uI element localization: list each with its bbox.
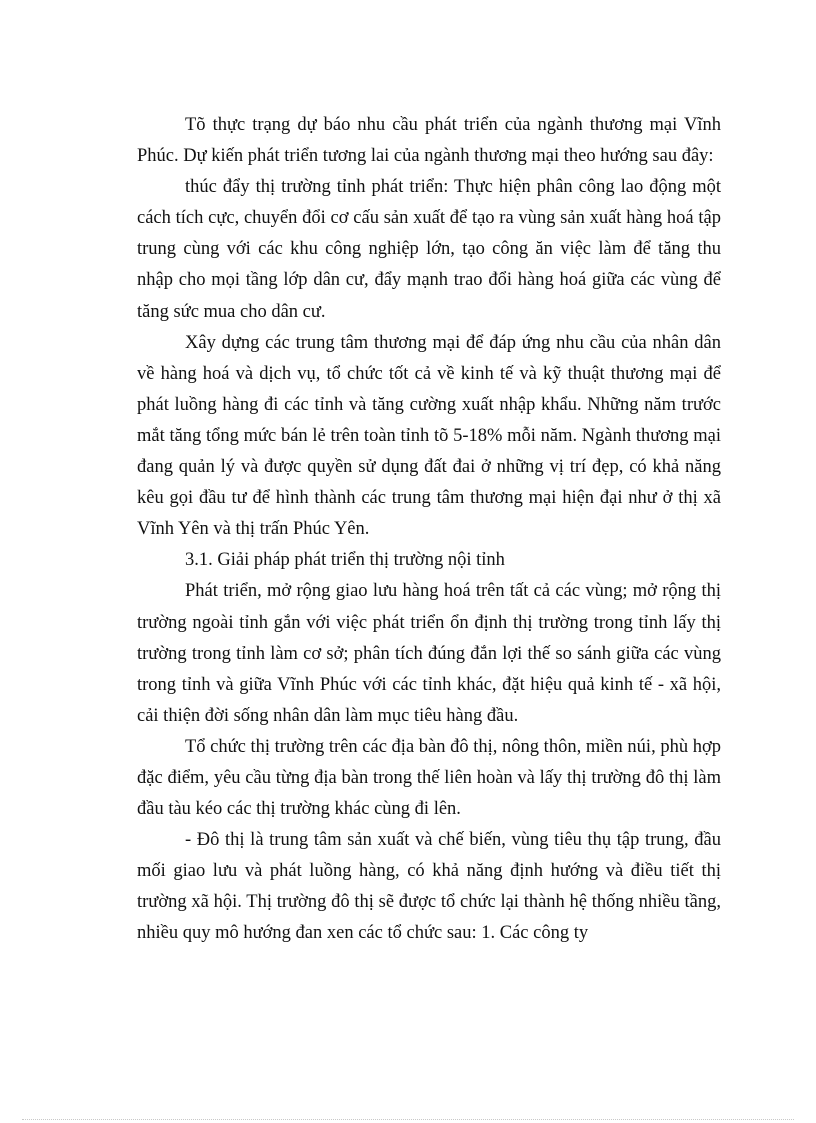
paragraph-intro: Tõ thực trạng dự báo nhu cầu phát triển của ngành thương mại Vĩnh Phúc. Dự kiến phát triển tương lai của ngành thương mại theo hướng sau đây:: [137, 115, 721, 167]
paragraph-expand-exchange: Phát triển, mở rộng giao lưu hàng hoá trên tất cả các vùng; mở rộng thị trường ngoài tỉnh gắn với việc phát triển ổn định thị trường trong tỉnh lấy thị trường trong tỉnh làm cơ sở; phân tích đúng đắn lợi thế so sánh giữa các vùng trong tỉnh và giữa Vĩnh Phúc với các tỉnh khác, đặt hiệu quả kinh tế - xã hội, cải thiện đời sống nhân dân làm mục tiêu hàng đầu.: [137, 581, 721, 726]
page-bottom-divider: [22, 1119, 794, 1120]
document-body: [137, 110, 721, 950]
paragraph-urban-market: - Đô thị là trung tâm sản xuất và chế biến, vùng tiêu thụ tập trung, đầu mối giao lưu và phát luồng hàng, có khả năng định hướng và điều tiết thị trường xã hội. Thị trường đô thị sẽ được tổ chức lại thành hệ thống nhiều tầng, nhiều quy mô hướng đan xen các tổ chức sau: 1. Các công ty: [137, 830, 721, 944]
paragraph-trade-centers: Xây dựng các trung tâm thương mại để đáp ứng nhu cầu của nhân dân về hàng hoá và dịch vụ, tổ chức tốt cả về kinh tế và kỹ thuật thương mại để phát luồng hàng đi các tỉnh và tăng cường xuất nhập khẩu. Những năm trước mắt tăng tổng mức bán lẻ trên toàn tỉnh tõ 5-18% mỗi năm. Ngành thương mại đang quản lý và được quyền sử dụng đất đai ở những vị trí đẹp, có khả năng kêu gọi đầu tư để hình thành các trung tâm thương mại hiện đại như ở thị xã Vĩnh Yên và thị trấn Phúc Yên.: [137, 332, 721, 540]
paragraph-market-development: thúc đẩy thị trường tỉnh phát triển: Thực hiện phân công lao động một cách tích cực, chuyển đổi cơ cấu sản xuất để tạo ra vùng sản xuất hàng hoá tập trung cùng với các khu công nghiệp lớn, tạo công ăn việc làm để tăng thu nhập cho mọi tầng lớp dân cư, đẩy mạnh trao đổi hàng hoá giữa các vùng để tăng sức mua cho dân cư.: [137, 177, 721, 322]
paragraph-organize-market: Tổ chức thị trường trên các địa bàn đô thị, nông thôn, miền núi, phù hợp đặc điểm, yêu cầu từng địa bàn trong thế liên hoàn và lấy thị trường đô thị làm đầu tàu kéo các thị trường khác cùng đi lên.: [137, 736, 721, 820]
section-heading: 3.1. Giải pháp phát triển thị trường nội tỉnh: [185, 550, 505, 571]
